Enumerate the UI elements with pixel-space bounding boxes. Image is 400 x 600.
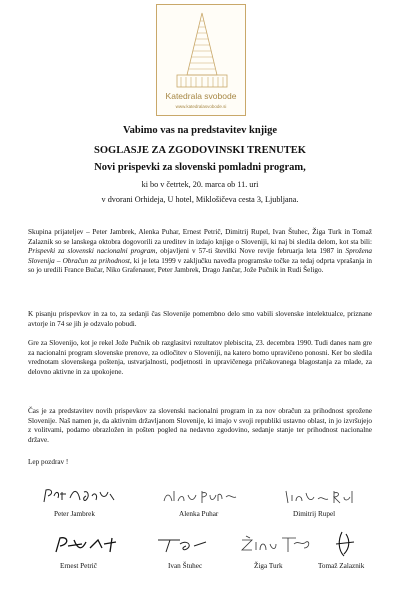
signature-rupel [282,487,362,507]
book-subtitle: Novi prispevki za slovenski pomladni program, [94,162,306,173]
invite-heading: Vabimo vas na predstavitev knjige [122,125,278,136]
logo-url: www.katedralasvobode.si [175,104,227,109]
signature-petric [52,534,132,556]
katedrala-logo [156,4,246,116]
signatory-name: Žiga Turk [254,562,283,570]
signatory-name: Dimitrij Rupel [293,510,336,518]
paragraph-intro-title-1: Prispevki za slovenski nacionalni program [28,247,156,256]
signatory-name: Ivan Štuhec [168,562,203,570]
paragraph-intro-part-a: Skupina prijateljev – Peter Jambrek, Alenka Puhar, Ernest Petrič, Dimitrij Rupel, Ivan Štuhec, Žiga Turk in Tomaž Zalaznik so se lanskega oktobra dogovorili za ureditev in izdajo knjige o Sloveniji, ki naj bi sledila delom, kot sta bili: [28,228,372,246]
signatory-name: Peter Jambrek [54,510,95,518]
paragraph-purpose: Čas je za predstavitev novih prispevkov za slovenski nacionalni program in za nov obračun za prihodnost sprožene Slovenije. Naš namen je, da aktivnim državljanom Slovenije, ki imajo v svoji republiki ustavno oblast, in jo izvršujejo z volitvami, podamo obrazložen in pošten pogled na nedavno zgodovino, sedanje stanje ter prihodnost nacionalne države. [28,407,372,444]
event-venue: v dvorani Orhideja, U hotel, Miklošičeva cesta 3, Ljubljana. [101,195,299,204]
greeting: Lep pozdrav ! [28,458,69,466]
signature-stuhec [152,534,222,556]
signature-zalaznik [330,530,360,558]
signature-turk [238,534,314,556]
paragraph-intro [28,228,372,276]
signatory-name: Ernest Petrič [60,562,97,570]
signatory-name: Alenka Puhar [179,510,219,518]
signature-jambrek [40,486,120,506]
book-title: SOGLASJE ZA ZGODOVINSKI TRENUTEK [94,145,306,156]
logo-title: Katedrala svobode [165,91,237,101]
event-date: ki bo v četrtek, 20. marca ob 11. uri [141,180,259,189]
signature-puhar [160,487,240,507]
signatory-name: Tomaž Zalaznik [318,562,365,570]
paragraph-contributors: K pisanju prispevkov in za to, za sedanji čas Slovenije pomembno delo smo vabili slovenske intelektualce, priznane avtorje in 74 se jih je odzvalo pobudi. [28,310,372,328]
paragraph-intro-part-b: , objavljeni v 57-ti številki Nove revije februarja leta 1987 in [155,247,346,256]
paragraph-intro-part-c: , ki je leta 1999 v zaključku navedla programske točke za tedaj odprta vprašanja in so jo uredili France Bučar, Niko Grafenauer, Peter Jambrek, Drago Jančar, Jože Pučnik in Rudi Šeligo. [28,256,372,275]
paragraph-slovenia: Gre za Slovenijo, kot je rekel Jože Pučnik ob razglasitvi rezultatov plebiscita, 23. decembra 1990. Tudi danes nam gre za nacionalni program slovenske prenove, za odločitev o Sloveniji, na katero bomo upravičeno ponosni. Ker bo sledila vrednotam slovenskega poštenja, ustvarjalnosti, podjetnosti in upravičenega pričakovanega blagostanja za mlade, za delovno aktivne in za upokojene. [28,339,372,376]
paragraph-intro-title-2: Sprožena Slovenija – Obračun za prihodnost [28,247,373,265]
